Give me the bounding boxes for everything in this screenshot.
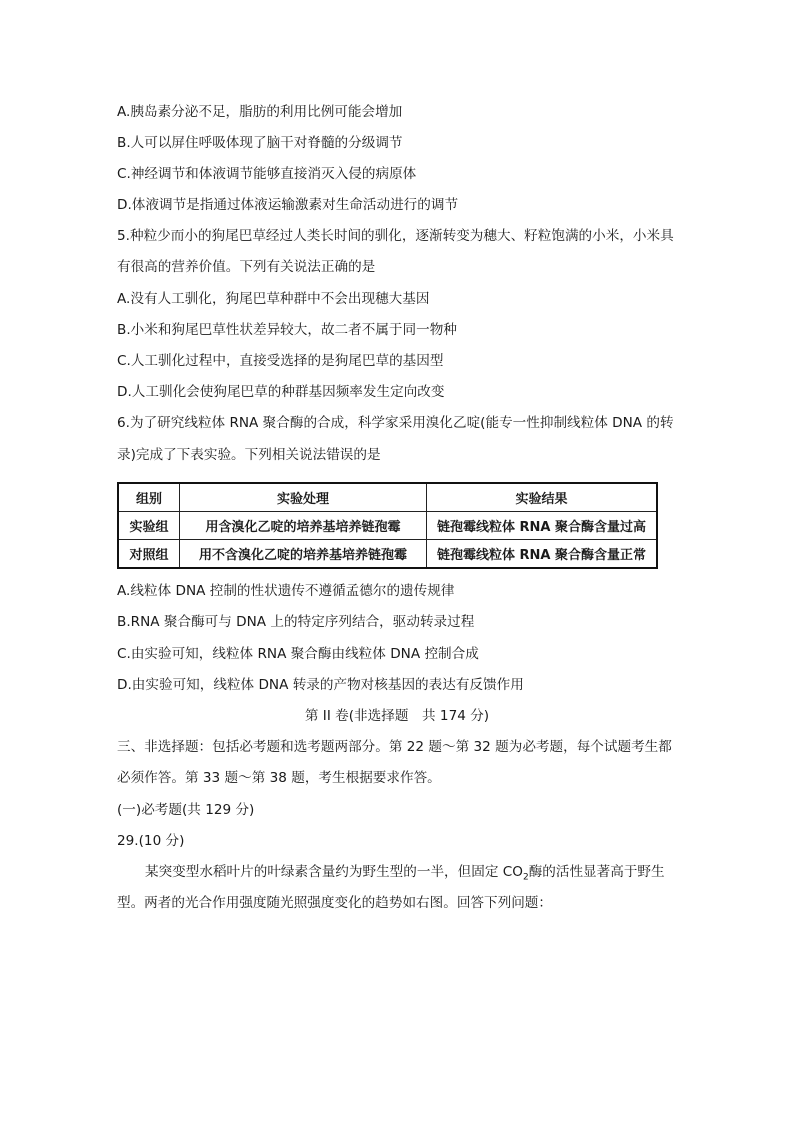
q6-stem-line1: 6.为了研究线粒体 RNA 聚合酶的合成，科学家采用溴化乙啶(能专一性抑制线粒体 DNA 的转 — [117, 415, 674, 431]
q5-stem-line2: 有很高的营养价值。下列有关说法正确的是 — [117, 259, 376, 275]
table-header-cell: 实验结果 — [427, 483, 658, 512]
q5-option-a: A.没有人工驯化，狗尾巴草种群中不会出现穗大基因 — [117, 291, 430, 307]
q6-option-c: C.由实验可知，线粒体 RNA 聚合酶由线粒体 DNA 控制合成 — [117, 646, 479, 662]
table-header-cell: 组别 — [118, 483, 180, 512]
q4-option-d: D.体液调节是指通过体液运输激素对生命活动进行的调节 — [117, 197, 459, 213]
section-intro-line2: 必须作答。第 33 题～第 38 题，考生根据要求作答。 — [117, 770, 441, 786]
q6-option-b: B.RNA 聚合酶可与 DNA 上的特定序列结合，驱动转录过程 — [117, 614, 475, 630]
q29-subscript: 2 — [522, 872, 529, 883]
q6-stem-line2: 录)完成了下表实验。下列相关说法错误的是 — [117, 447, 381, 463]
q29-para-line2: 型。两者的光合作用强度随光照强度变化的趋势如右图。回答下列问题： — [117, 895, 552, 911]
experiment-table — [117, 482, 658, 569]
table-cell: 链孢霉线粒体 RNA 聚合酶含量正常 — [427, 540, 658, 569]
q5-option-c: C.人工驯化过程中，直接受选择的是狗尾巴草的基因型 — [117, 353, 444, 369]
q4-option-a: A.胰岛素分泌不足，脂肪的利用比例可能会增加 — [117, 104, 403, 120]
table-row — [118, 512, 657, 540]
q4-option-c: C.神经调节和体液调节能够直接消灭入侵的病原体 — [117, 166, 417, 182]
table-header-cell: 实验处理 — [180, 483, 427, 512]
section-title: 第 II 卷(非选择题 共 174 分) — [304, 708, 490, 724]
q6-option-d: D.由实验可知，线粒体 DNA 转录的产物对核基因的表达有反馈作用 — [117, 677, 524, 693]
table-header-row — [118, 483, 657, 512]
table-row — [118, 540, 657, 569]
q29-text-b: 酶的活性显著高于野生 — [528, 864, 665, 880]
q29-number: 29.(10 分) — [117, 833, 185, 849]
q5-stem-line1: 5.种粒少而小的狗尾巴草经过人类长时间的驯化，逐渐转变为穗大、籽粒饱满的小米，小米具 — [117, 228, 674, 244]
part-heading: (一)必考题(共 129 分) — [117, 802, 255, 818]
q5-option-d: D.人工驯化会使狗尾巴草的种群基因频率发生定向改变 — [117, 384, 445, 400]
table-cell: 对照组 — [118, 540, 180, 569]
table-cell: 链孢霉线粒体 RNA 聚合酶含量过高 — [427, 512, 658, 540]
q29-para-line1 — [145, 863, 665, 887]
table-cell: 用含溴化乙啶的培养基培养链孢霉 — [180, 512, 427, 540]
q4-option-b: B.人可以屏住呼吸体现了脑干对脊髓的分级调节 — [117, 135, 403, 151]
q6-option-a: A.线粒体 DNA 控制的性状遗传不遵循孟德尔的遗传规律 — [117, 583, 455, 599]
q29-text-a: 某突变型水稻叶片的叶绿素含量约为野生型的一半，但固定 CO — [145, 864, 523, 880]
section-intro-line1: 三、非选择题：包括必考题和选考题两部分。第 22 题～第 32 题为必考题，每个试题考生都 — [117, 739, 672, 755]
q5-option-b: B.小米和狗尾巴草性状差异较大，故二者不属于同一物种 — [117, 322, 457, 338]
table-cell: 实验组 — [118, 512, 180, 540]
table-cell: 用不含溴化乙啶的培养基培养链孢霉 — [180, 540, 427, 569]
